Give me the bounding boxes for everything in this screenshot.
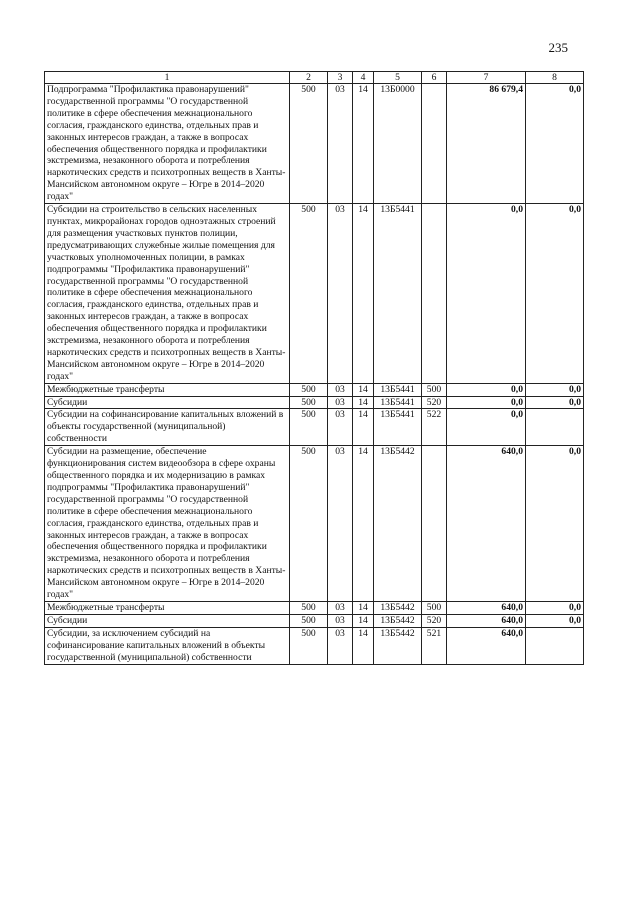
- row-name: Субсидии: [45, 396, 290, 409]
- cell-c8: [526, 409, 584, 446]
- cell-c3: 03: [328, 396, 353, 409]
- cell-c4: 14: [353, 204, 374, 384]
- table-row: [45, 84, 584, 204]
- cell-c7: 0,0: [447, 409, 526, 446]
- table-row: [45, 446, 584, 602]
- col-header-1: 1: [45, 72, 290, 84]
- col-header-6: 6: [422, 72, 447, 84]
- cell-c4: 14: [353, 84, 374, 204]
- cell-c7: 0,0: [447, 204, 526, 384]
- cell-c6: 500: [422, 383, 447, 396]
- cell-c3: 03: [328, 601, 353, 614]
- table-row: [45, 204, 584, 384]
- cell-c4: 14: [353, 601, 374, 614]
- col-header-4: 4: [353, 72, 374, 84]
- row-name: Субсидии на строительство в сельских населенных пунктах, микрорайонах городов одноэтажных строений для размещения участковых пунктов полиции, предусматривающих служебные жилые помещения для участковых уполномоченных полиции, в рамках подпрограммы "Профилактика правонарушений" государственной программы "О государственной политике в сфере обеспечения межнационального согласия, гражданского единства, отдельных прав и законных интересов граждан, а также в вопросах обеспечения общественного порядка и профилактики экстремизма, незаконного оборота и потребления наркотических средств и психотропных веществ в Ханты-Мансийском автономном округе – Югре в 2014–2020 годах": [45, 204, 290, 384]
- cell-c2: 500: [290, 204, 328, 384]
- cell-c7: 0,0: [447, 396, 526, 409]
- col-header-5: 5: [374, 72, 422, 84]
- cell-c7: 640,0: [447, 614, 526, 627]
- row-name: Субсидии на софинансирование капитальных вложений в объекты государственной (муниципальной) собственности: [45, 409, 290, 446]
- cell-c2: 500: [290, 614, 328, 627]
- cell-c4: 14: [353, 396, 374, 409]
- cell-c5: 13Б5442: [374, 446, 422, 602]
- row-name: Межбюджетные трансферты: [45, 383, 290, 396]
- cell-c3: 03: [328, 383, 353, 396]
- table-row: [45, 396, 584, 409]
- cell-c8: 0,0: [526, 84, 584, 204]
- cell-c4: 14: [353, 446, 374, 602]
- cell-c5: 13Б5442: [374, 627, 422, 664]
- cell-c2: 500: [290, 84, 328, 204]
- cell-c6: [422, 204, 447, 384]
- cell-c2: 500: [290, 396, 328, 409]
- cell-c5: 13Б5442: [374, 601, 422, 614]
- cell-c5: 13Б5441: [374, 396, 422, 409]
- cell-c6: [422, 446, 447, 602]
- cell-c2: 500: [290, 601, 328, 614]
- cell-c8: 0,0: [526, 614, 584, 627]
- budget-table: [44, 71, 584, 665]
- cell-c7: 0,0: [447, 383, 526, 396]
- table-row: [45, 601, 584, 614]
- cell-c3: 03: [328, 84, 353, 204]
- cell-c3: 03: [328, 204, 353, 384]
- cell-c4: 14: [353, 627, 374, 664]
- cell-c2: 500: [290, 627, 328, 664]
- cell-c3: 03: [328, 409, 353, 446]
- table-row: [45, 383, 584, 396]
- cell-c8: 0,0: [526, 383, 584, 396]
- cell-c8: [526, 627, 584, 664]
- table-row: [45, 614, 584, 627]
- page-number: 235: [548, 40, 568, 55]
- cell-c7: 640,0: [447, 601, 526, 614]
- col-header-7: 7: [447, 72, 526, 84]
- cell-c8: 0,0: [526, 396, 584, 409]
- col-header-2: 2: [290, 72, 328, 84]
- row-name: Субсидии: [45, 614, 290, 627]
- row-name: Межбюджетные трансферты: [45, 601, 290, 614]
- cell-c4: 14: [353, 614, 374, 627]
- row-name: Подпрограмма "Профилактика правонарушений" государственной программы "О государственной политике в сфере обеспечения межнационального согласия, гражданского единства, отдельных прав и законных интересов граждан, а также в вопросах обеспечения общественного порядка и профилактики экстремизма, незаконного оборота и потребления наркотических средств и психотропных веществ в Ханты-Мансийском автономном округе – Югре в 2014–2020 годах": [45, 84, 290, 204]
- cell-c5: 13Б5441: [374, 383, 422, 396]
- cell-c2: 500: [290, 446, 328, 602]
- cell-c5: 13Б5442: [374, 614, 422, 627]
- cell-c8: 0,0: [526, 601, 584, 614]
- cell-c7: 640,0: [447, 627, 526, 664]
- cell-c5: 13Б5441: [374, 409, 422, 446]
- cell-c4: 14: [353, 409, 374, 446]
- cell-c6: 522: [422, 409, 447, 446]
- cell-c7: 86 679,4: [447, 84, 526, 204]
- cell-c2: 500: [290, 409, 328, 446]
- cell-c3: 03: [328, 627, 353, 664]
- cell-c2: 500: [290, 383, 328, 396]
- col-header-8: 8: [526, 72, 584, 84]
- cell-c8: 0,0: [526, 446, 584, 602]
- cell-c7: 640,0: [447, 446, 526, 602]
- cell-c5: 13Б0000: [374, 84, 422, 204]
- cell-c8: 0,0: [526, 204, 584, 384]
- cell-c6: [422, 84, 447, 204]
- cell-c4: 14: [353, 383, 374, 396]
- cell-c6: 520: [422, 614, 447, 627]
- cell-c6: 500: [422, 601, 447, 614]
- cell-c6: 520: [422, 396, 447, 409]
- header-row: [45, 72, 584, 84]
- cell-c3: 03: [328, 446, 353, 602]
- cell-c6: 521: [422, 627, 447, 664]
- table-row: [45, 627, 584, 664]
- col-header-3: 3: [328, 72, 353, 84]
- row-name: Субсидии, за исключением субсидий на софинансирование капитальных вложений в объекты государственной (муниципальной) собственности: [45, 627, 290, 664]
- cell-c3: 03: [328, 614, 353, 627]
- cell-c5: 13Б5441: [374, 204, 422, 384]
- table-row: [45, 409, 584, 446]
- row-name: Субсидии на размещение, обеспечение функционирования систем видеообзора в сфере охраны общественного порядка и их модернизацию в рамках подпрограммы "Профилактика правонарушений" государственной программы "О государственной политике в сфере обеспечения межнационального согласия, гражданского единства, отдельных прав и законных интересов граждан, а также в вопросах обеспечения общественного порядка и профилактики экстремизма, незаконного оборота и потребления наркотических средств и психотропных веществ в Ханты-Мансийском автономном округе – Югре в 2014–2020 годах": [45, 446, 290, 602]
